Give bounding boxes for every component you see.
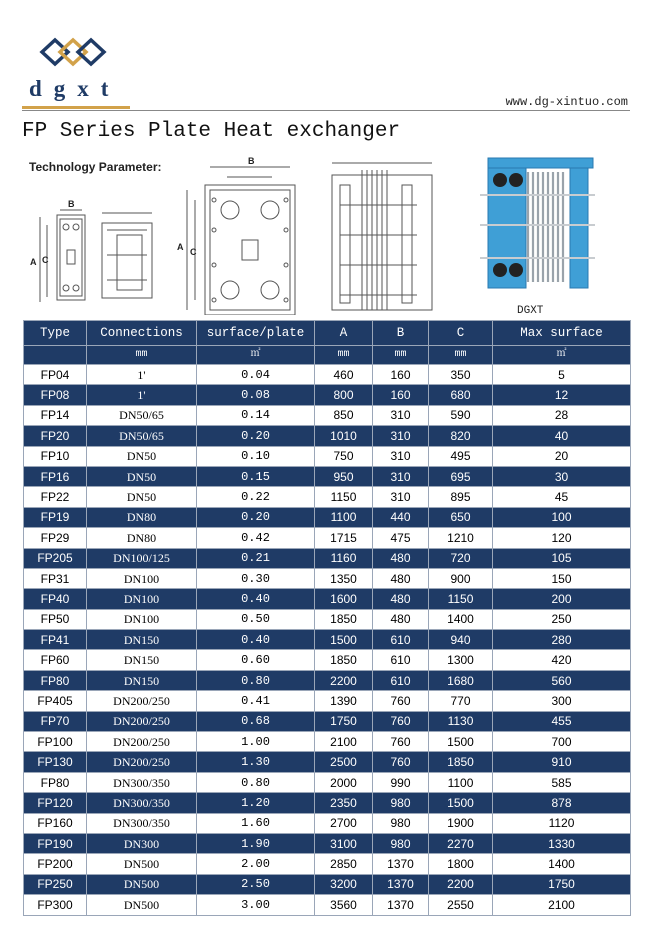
table-cell: 895 — [429, 487, 493, 507]
table-cell: 700 — [493, 732, 631, 752]
table-cell: 480 — [373, 548, 429, 568]
drawing-label-b-large: B — [248, 156, 255, 166]
table-cell: 820 — [429, 426, 493, 446]
table-cell: 12 — [493, 385, 631, 405]
table-cell: 495 — [429, 446, 493, 466]
table-cell: 3100 — [315, 833, 373, 853]
table-cell: 2500 — [315, 752, 373, 772]
unit-cell: mm — [429, 346, 493, 365]
table-cell: 1370 — [373, 854, 429, 874]
table-cell: DN200/250 — [87, 691, 197, 711]
table-row — [24, 365, 631, 385]
table-cell: 310 — [373, 487, 429, 507]
table-cell: 1750 — [493, 874, 631, 894]
table-cell: DN300/350 — [87, 772, 197, 792]
table-cell: 45 — [493, 487, 631, 507]
table-cell: DN200/250 — [87, 732, 197, 752]
table-cell: 0.80 — [197, 772, 315, 792]
table-cell: 160 — [373, 365, 429, 385]
table-cell: 1400 — [429, 609, 493, 629]
table-row — [24, 446, 631, 466]
table-cell: 1500 — [315, 630, 373, 650]
table-cell: 2100 — [493, 895, 631, 915]
table-cell: 440 — [373, 507, 429, 527]
table-row — [24, 691, 631, 711]
table-cell: 1900 — [429, 813, 493, 833]
table-cell: 1370 — [373, 895, 429, 915]
table-cell: DN100 — [87, 609, 197, 629]
table-cell: 0.50 — [197, 609, 315, 629]
table-cell: 1800 — [429, 854, 493, 874]
table-cell: 760 — [373, 752, 429, 772]
table-cell: 1.20 — [197, 793, 315, 813]
table-row — [24, 670, 631, 690]
table-cell: DN300/350 — [87, 793, 197, 813]
table-cell: 310 — [373, 446, 429, 466]
table-row — [24, 752, 631, 772]
column-header: B — [373, 321, 429, 346]
table-cell: 0.30 — [197, 568, 315, 588]
table-row — [24, 609, 631, 629]
table-row — [24, 487, 631, 507]
table-cell: 350 — [429, 365, 493, 385]
table-cell: 720 — [429, 548, 493, 568]
table-cell: 760 — [373, 732, 429, 752]
table-cell: 1160 — [315, 548, 373, 568]
table-cell: 480 — [373, 609, 429, 629]
logo-text: dgxt — [29, 76, 121, 101]
table-cell: 200 — [493, 589, 631, 609]
table-row — [24, 507, 631, 527]
table-cell: 980 — [373, 813, 429, 833]
table-cell: 800 — [315, 385, 373, 405]
table-cell: DN50/65 — [87, 426, 197, 446]
table-cell: 770 — [429, 691, 493, 711]
table-cell: 680 — [429, 385, 493, 405]
table-cell: DN80 — [87, 507, 197, 527]
table-cell: 1300 — [429, 650, 493, 670]
table-cell: 2200 — [429, 874, 493, 894]
drawing-label-c-large: C — [190, 247, 197, 257]
table-cell: FP80 — [24, 772, 87, 792]
table-cell: 310 — [373, 466, 429, 486]
column-header: Max surface — [493, 321, 631, 346]
table-cell: DN500 — [87, 895, 197, 915]
table-cell: FP250 — [24, 874, 87, 894]
table-header-row — [24, 321, 631, 346]
table-cell: 650 — [429, 507, 493, 527]
table-cell: FP19 — [24, 507, 87, 527]
table-cell: 300 — [493, 691, 631, 711]
table-cell: 1600 — [315, 589, 373, 609]
table-cell: 28 — [493, 405, 631, 425]
table-row — [24, 874, 631, 894]
table-cell: 2.00 — [197, 854, 315, 874]
table-cell: DN50 — [87, 487, 197, 507]
table-cell: 1400 — [493, 854, 631, 874]
table-cell: 590 — [429, 405, 493, 425]
table-cell: FP16 — [24, 466, 87, 486]
table-cell: 0.42 — [197, 528, 315, 548]
table-cell: FP20 — [24, 426, 87, 446]
table-cell: 0.68 — [197, 711, 315, 731]
table-cell: FP22 — [24, 487, 87, 507]
table-cell: FP70 — [24, 711, 87, 731]
photo-caption: DGXT — [517, 305, 544, 317]
table-cell: 1850 — [429, 752, 493, 772]
table-cell: FP190 — [24, 833, 87, 853]
table-cell: FP300 — [24, 895, 87, 915]
table-cell: 1.00 — [197, 732, 315, 752]
table-cell: 310 — [373, 426, 429, 446]
table-cell: 610 — [373, 650, 429, 670]
column-header: surface/plate — [197, 321, 315, 346]
table-cell: 0.40 — [197, 630, 315, 650]
table-cell: 2.50 — [197, 874, 315, 894]
table-cell: 2550 — [429, 895, 493, 915]
table-row — [24, 548, 631, 568]
table-cell: FP14 — [24, 405, 87, 425]
table-cell: 1750 — [315, 711, 373, 731]
table-cell: FP160 — [24, 813, 87, 833]
table-cell: 750 — [315, 446, 373, 466]
table-cell: 0.40 — [197, 589, 315, 609]
table-cell: 610 — [373, 630, 429, 650]
table-row — [24, 568, 631, 588]
table-cell: 585 — [493, 772, 631, 792]
table-cell: 0.20 — [197, 507, 315, 527]
table-row — [24, 405, 631, 425]
table-cell: 420 — [493, 650, 631, 670]
table-cell: DN300 — [87, 833, 197, 853]
unit-cell: ㎡ — [197, 346, 315, 365]
table-cell: 105 — [493, 548, 631, 568]
table-body — [24, 365, 631, 916]
table-cell: 2850 — [315, 854, 373, 874]
table-cell: 2350 — [315, 793, 373, 813]
table-cell: 950 — [315, 466, 373, 486]
unit-cell: mm — [373, 346, 429, 365]
table-cell: DN200/250 — [87, 711, 197, 731]
table-cell: 1850 — [315, 650, 373, 670]
table-cell: DN50 — [87, 466, 197, 486]
table-row — [24, 813, 631, 833]
table-cell: 0.21 — [197, 548, 315, 568]
table-cell: 1130 — [429, 711, 493, 731]
table-cell: DN300/350 — [87, 813, 197, 833]
table-cell: FP40 — [24, 589, 87, 609]
table-cell: FP200 — [24, 854, 87, 874]
table-cell: 0.04 — [197, 365, 315, 385]
table-row — [24, 466, 631, 486]
table-cell: 980 — [373, 793, 429, 813]
drawing-label-c-small: C — [42, 255, 49, 265]
logo-underline — [22, 106, 130, 109]
table-row — [24, 630, 631, 650]
table-cell: 1' — [87, 385, 197, 405]
table-cell: 760 — [373, 711, 429, 731]
table-cell: DN150 — [87, 630, 197, 650]
table-row — [24, 772, 631, 792]
table-cell: 900 — [429, 568, 493, 588]
table-cell: 30 — [493, 466, 631, 486]
table-row — [24, 528, 631, 548]
table-cell: 0.15 — [197, 466, 315, 486]
spec-table — [23, 320, 631, 916]
drawing-label-a-small: A — [30, 257, 37, 267]
table-cell: 0.60 — [197, 650, 315, 670]
table-cell: 695 — [429, 466, 493, 486]
table-cell: 1' — [87, 365, 197, 385]
table-cell: 1210 — [429, 528, 493, 548]
table-cell: 100 — [493, 507, 631, 527]
table-cell: DN200/250 — [87, 752, 197, 772]
table-row — [24, 589, 631, 609]
header-divider — [22, 110, 630, 111]
column-header: Connections — [87, 321, 197, 346]
table-row — [24, 650, 631, 670]
table-cell: DN50 — [87, 446, 197, 466]
table-cell: DN150 — [87, 650, 197, 670]
unit-cell: mm — [87, 346, 197, 365]
table-cell: 150 — [493, 568, 631, 588]
table-cell: 120 — [493, 528, 631, 548]
table-cell: FP80 — [24, 670, 87, 690]
table-cell: 1330 — [493, 833, 631, 853]
table-cell: FP31 — [24, 568, 87, 588]
table-cell: FP100 — [24, 732, 87, 752]
column-header: A — [315, 321, 373, 346]
table-cell: DN100 — [87, 589, 197, 609]
table-cell: DN100/125 — [87, 548, 197, 568]
table-cell: 980 — [373, 833, 429, 853]
table-cell: DN500 — [87, 874, 197, 894]
table-cell: 475 — [373, 528, 429, 548]
table-cell: 878 — [493, 793, 631, 813]
table-cell: 940 — [429, 630, 493, 650]
technical-drawings — [22, 155, 462, 315]
page-title: FP Series Plate Heat exchanger — [22, 120, 401, 143]
table-cell: 1010 — [315, 426, 373, 446]
table-cell: 1.90 — [197, 833, 315, 853]
table-units-row — [24, 346, 631, 365]
table-cell: 0.14 — [197, 405, 315, 425]
table-cell: 2200 — [315, 670, 373, 690]
table-cell: 1.30 — [197, 752, 315, 772]
table-cell: FP10 — [24, 446, 87, 466]
unit-cell — [24, 346, 87, 365]
table-cell: 990 — [373, 772, 429, 792]
table-cell: 1120 — [493, 813, 631, 833]
table-cell: 3560 — [315, 895, 373, 915]
table-cell: FP205 — [24, 548, 87, 568]
table-cell: 1390 — [315, 691, 373, 711]
table-cell: 2100 — [315, 732, 373, 752]
table-cell: DN500 — [87, 854, 197, 874]
table-cell: 610 — [373, 670, 429, 690]
table-cell: 1350 — [315, 568, 373, 588]
table-row — [24, 833, 631, 853]
table-cell: 3200 — [315, 874, 373, 894]
table-cell: 2270 — [429, 833, 493, 853]
table-cell: 1370 — [373, 874, 429, 894]
table-cell: FP50 — [24, 609, 87, 629]
table-cell: 455 — [493, 711, 631, 731]
table-row — [24, 895, 631, 915]
table-cell: 460 — [315, 365, 373, 385]
table-cell: 850 — [315, 405, 373, 425]
product-photo — [470, 150, 600, 295]
table-cell: 1100 — [429, 772, 493, 792]
column-header: Type — [24, 321, 87, 346]
table-cell: 560 — [493, 670, 631, 690]
table-cell: FP08 — [24, 385, 87, 405]
table-cell: FP405 — [24, 691, 87, 711]
table-cell: 1.60 — [197, 813, 315, 833]
table-cell: 40 — [493, 426, 631, 446]
website-url: www.dg-xintuo.com — [505, 95, 628, 109]
drawing-label-b-small: B — [68, 199, 75, 209]
drawing-label-a-large: A — [177, 242, 184, 252]
table-cell: 0.41 — [197, 691, 315, 711]
table-cell: 1850 — [315, 609, 373, 629]
table-cell: DN80 — [87, 528, 197, 548]
table-row — [24, 732, 631, 752]
column-header: C — [429, 321, 493, 346]
table-cell: 1150 — [429, 589, 493, 609]
table-cell: 160 — [373, 385, 429, 405]
table-cell: 250 — [493, 609, 631, 629]
table-cell: 1150 — [315, 487, 373, 507]
table-cell: FP130 — [24, 752, 87, 772]
table-cell: 1715 — [315, 528, 373, 548]
table-row — [24, 426, 631, 446]
table-cell: DN50/65 — [87, 405, 197, 425]
table-cell: 310 — [373, 405, 429, 425]
technology-parameter-label: Technology Parameter: — [29, 160, 162, 174]
table-cell: 0.22 — [197, 487, 315, 507]
table-cell: 20 — [493, 446, 631, 466]
table-cell: 2000 — [315, 772, 373, 792]
table-cell: 0.10 — [197, 446, 315, 466]
table-cell: 280 — [493, 630, 631, 650]
table-cell: 0.08 — [197, 385, 315, 405]
table-row — [24, 854, 631, 874]
table-cell: 5 — [493, 365, 631, 385]
table-row — [24, 385, 631, 405]
table-cell: FP60 — [24, 650, 87, 670]
table-cell: FP04 — [24, 365, 87, 385]
table-cell: 1500 — [429, 732, 493, 752]
table-cell: 1680 — [429, 670, 493, 690]
unit-cell: ㎡ — [493, 346, 631, 365]
table-cell: 1100 — [315, 507, 373, 527]
table-cell: FP29 — [24, 528, 87, 548]
table-cell: 480 — [373, 568, 429, 588]
table-cell: DN150 — [87, 670, 197, 690]
table-cell: FP41 — [24, 630, 87, 650]
table-cell: 0.80 — [197, 670, 315, 690]
table-cell: 3.00 — [197, 895, 315, 915]
table-cell: 1500 — [429, 793, 493, 813]
unit-cell: mm — [315, 346, 373, 365]
table-cell: 760 — [373, 691, 429, 711]
table-cell: 2700 — [315, 813, 373, 833]
table-cell: FP120 — [24, 793, 87, 813]
table-cell: 0.20 — [197, 426, 315, 446]
table-cell: 910 — [493, 752, 631, 772]
table-cell: 480 — [373, 589, 429, 609]
table-row — [24, 793, 631, 813]
table-row — [24, 711, 631, 731]
table-cell: DN100 — [87, 568, 197, 588]
